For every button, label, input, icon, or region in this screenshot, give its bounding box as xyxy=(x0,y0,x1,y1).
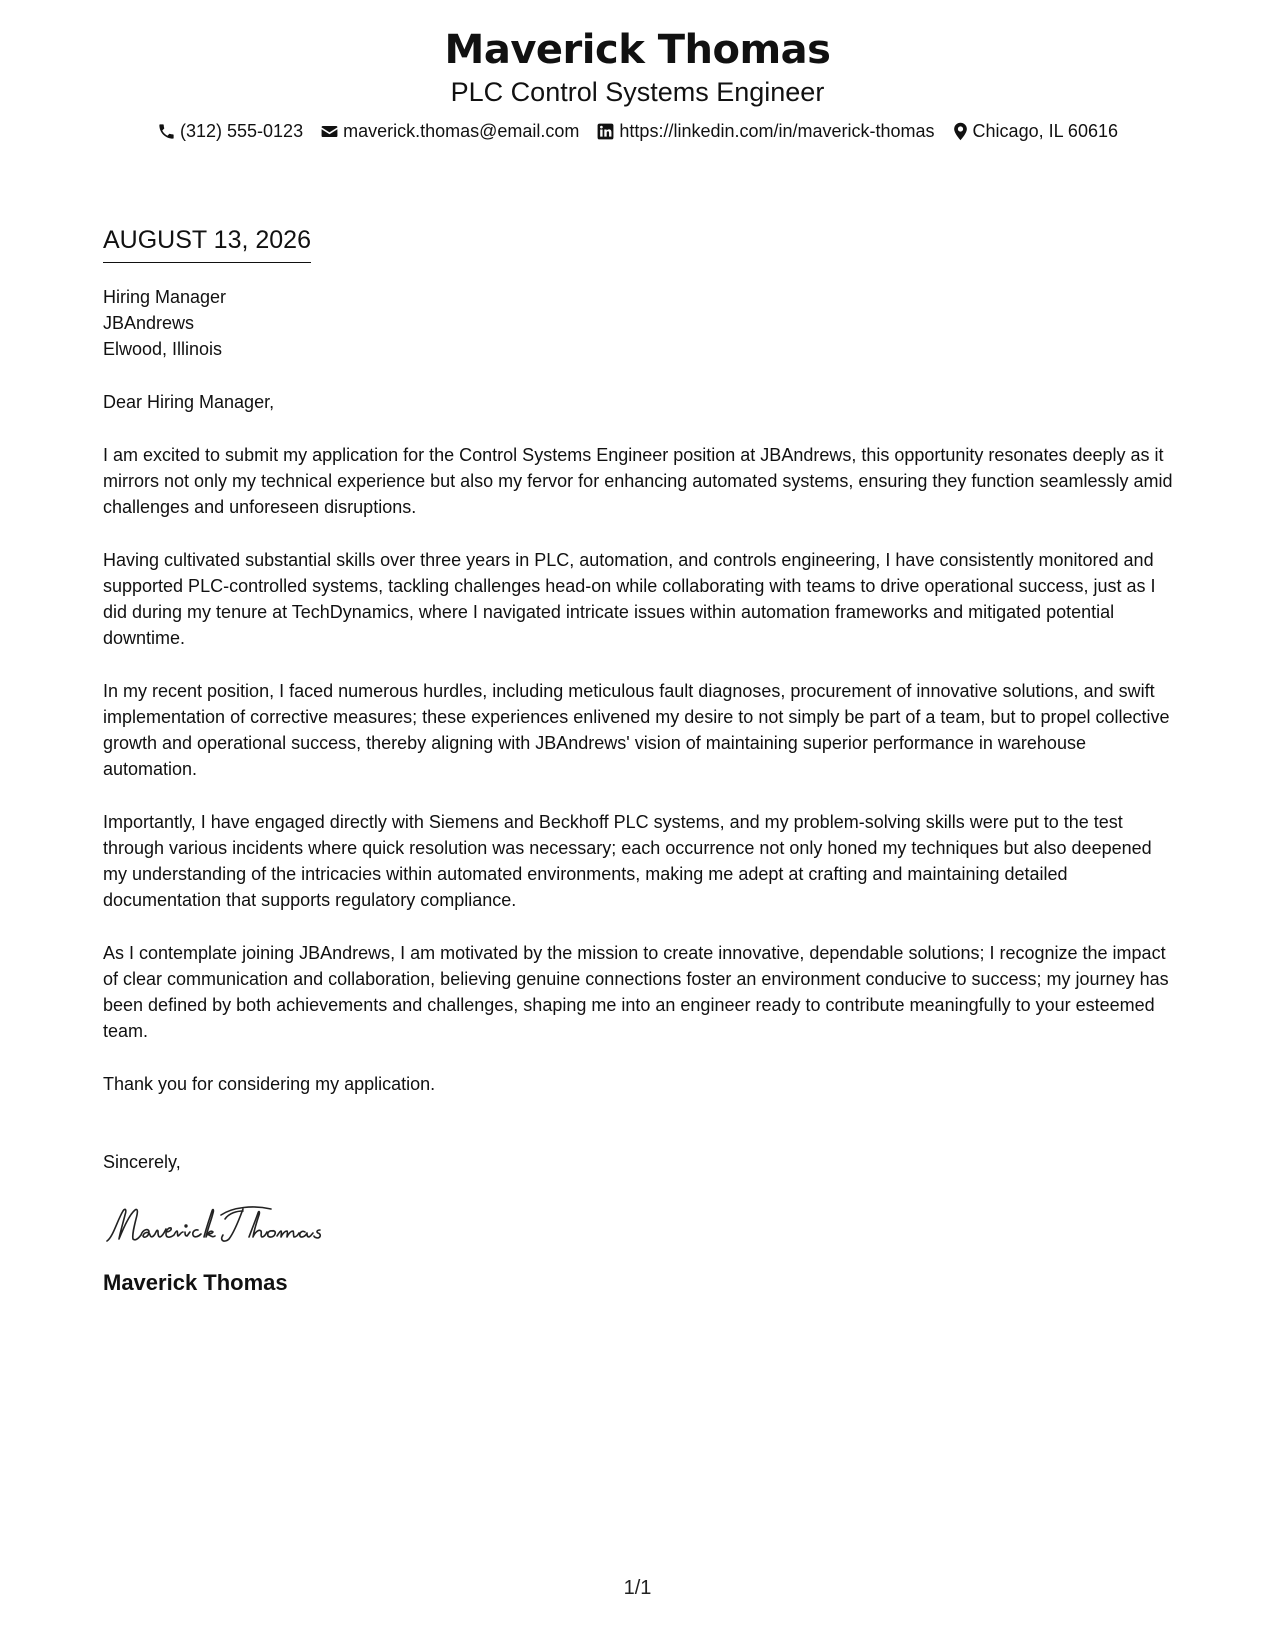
contact-email[interactable] xyxy=(320,119,579,143)
phone-icon xyxy=(157,122,176,141)
letter-header xyxy=(0,26,1275,143)
handwritten-signature xyxy=(103,1199,363,1255)
recipient-company: JBAndrews xyxy=(103,313,195,333)
recipient-address xyxy=(103,284,1178,362)
email-address[interactable]: maverick.thomas@email.com xyxy=(343,121,580,141)
recipient-name: Hiring Manager xyxy=(103,287,227,307)
body-paragraph: As I contemplate joining JBAndrews, I am motivated by the mission to create innovative, dependable solutions; I recognize the impact of clear communication and collaboration, believing genuine connections foster an environment conducive to success; my journey has been defined by both achievements and challenges, shaping me into an engineer ready to contribute meaningfully to your esteemed team. xyxy=(103,943,1169,1041)
body-paragraph: I am excited to submit my application for the Control Systems Engineer position at JBAndrews, this opportunity resonates deeply as it mirrors not only my technical experience but also my fervor for enhancing automated systems, ensuring they function seamlessly amid challenges and unforeseen disruptions. xyxy=(103,445,1173,517)
applicant-name: Maverick Thomas xyxy=(444,27,831,73)
linkedin-url[interactable]: https://linkedin.com/in/maverick-thomas xyxy=(619,121,935,141)
letter-date: AUGUST 13, 2026 xyxy=(103,222,311,263)
linkedin-icon xyxy=(596,122,615,141)
location-text: Chicago, IL 60616 xyxy=(972,121,1118,141)
closing: Sincerely, xyxy=(103,1152,181,1172)
contact-bar xyxy=(0,119,1275,143)
body-paragraph: Importantly, I have engaged directly with Siemens and Beckhoff PLC systems, and my problem-solving skills were put to the test through various incidents where quick resolution was necessary; each occurrence not only honed my techniques but also deepened my understanding of the intricacies within automated environments, making me adept at crafting and maintaining detailed documentation that supports regulatory compliance. xyxy=(103,812,1152,910)
body-paragraph: Having cultivated substantial skills over three years in PLC, automation, and controls engineering, I have consistently monitored and supported PLC-controlled systems, tackling challenges head-on while collaborating with teams to drive operational success, just as I did during my tenure at TechDynamics, where I navigated intricate issues within automation frameworks and mitigated potential downtime. xyxy=(103,550,1156,648)
body-paragraph: Thank you for considering my application. xyxy=(103,1074,436,1094)
recipient-location: Elwood, Illinois xyxy=(103,339,223,359)
signed-name: Maverick Thomas xyxy=(103,1270,288,1295)
contact-phone xyxy=(157,119,303,143)
page-indicator: 1/1 xyxy=(623,1577,652,1599)
phone-number: (312) 555-0123 xyxy=(179,121,304,141)
salutation: Dear Hiring Manager, xyxy=(103,392,275,412)
letter-body xyxy=(103,222,1178,1297)
body-paragraph: In my recent position, I faced numerous hurdles, including meticulous fault diagnoses, procurement of innovative solutions, and swift implementation of corrective measures; these experiences enlivened my desire to not simply be part of a team, but to propel collective growth and operational success, thereby aligning with JBAndrews' vision of maintaining superior performance in warehouse automation. xyxy=(103,681,1170,779)
map-marker-icon xyxy=(952,122,969,141)
contact-linkedin[interactable] xyxy=(596,119,934,143)
applicant-title: PLC Control Systems Engineer xyxy=(450,77,825,107)
envelope-icon xyxy=(320,122,339,141)
contact-location xyxy=(952,119,1118,143)
